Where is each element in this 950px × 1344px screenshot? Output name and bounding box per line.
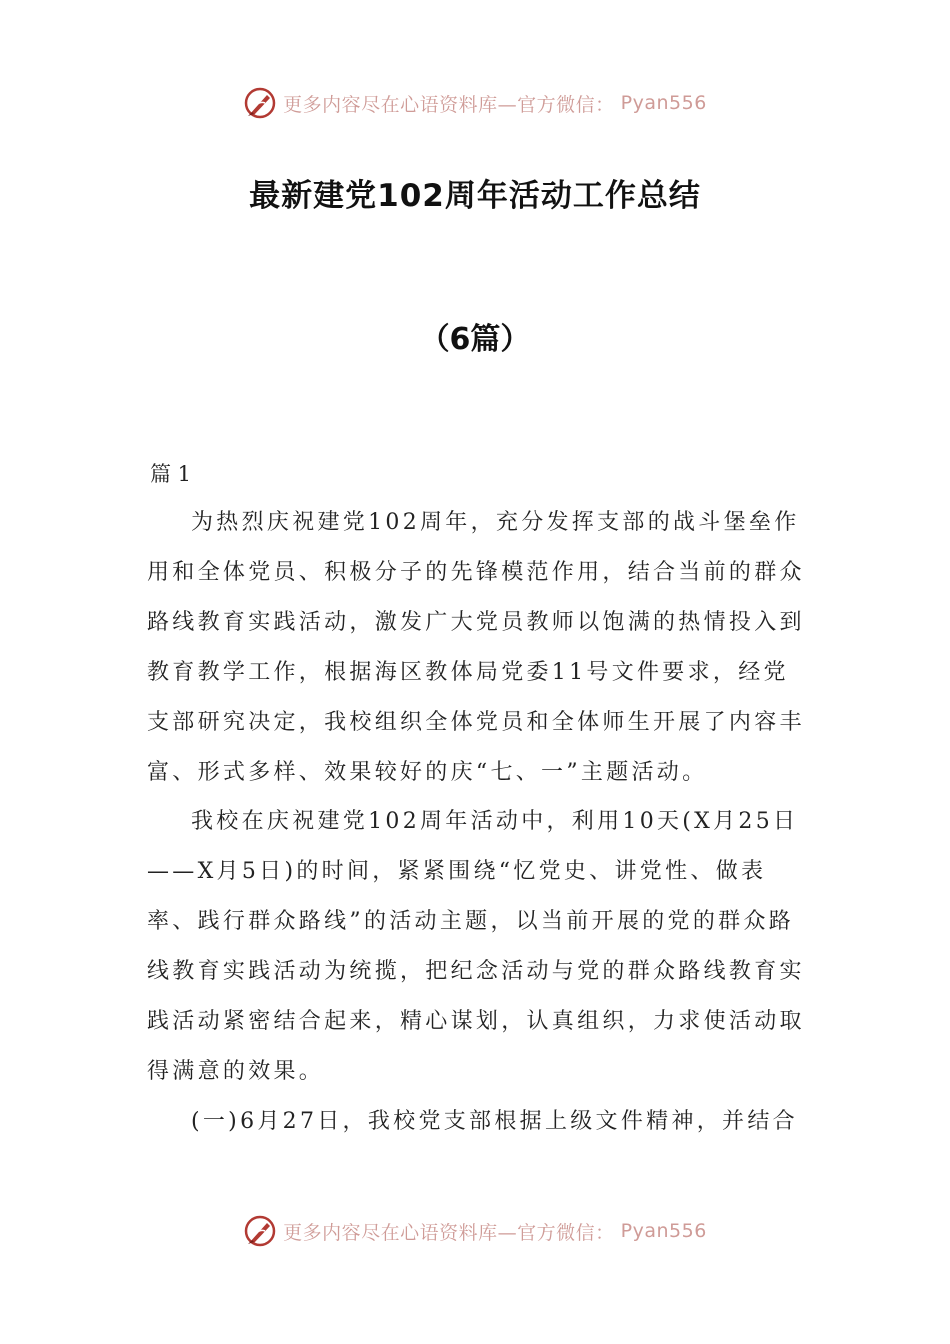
header-wechat-id: Pyan556 [620, 92, 707, 114]
pen-logo-icon [243, 1214, 277, 1248]
footer-wechat-id: Pyan556 [620, 1220, 707, 1242]
document-subtitle: （6篇） [419, 322, 531, 357]
footer-banner-text: 更多内容尽在心语资料库—官方微信： [283, 1221, 615, 1244]
paragraph: (一)6月27日，我校党支部根据上级文件精神，并结合 [191, 1108, 798, 1134]
pen-logo-icon [243, 86, 277, 120]
header-banner [0, 86, 950, 120]
header-banner-text: 更多内容尽在心语资料库—官方微信： [283, 93, 615, 116]
document-body [147, 498, 807, 1147]
paragraph: 为热烈庆祝建党102周年，充分发挥支部的战斗堡垒作用和全体党员、积极分子的先锋模范作用，结合当前的群众路线教育实践活动，激发广大党员教师以饱满的热情投入到教育教学工作，根据海区教体局党委11号文件要求，经党支部研究决定，我校组织全体党员和全体师生开展了内容丰富、形式多样、效果较好的庆“七、一”主题活动。 [147, 510, 805, 785]
section-label: 篇 1 [150, 462, 192, 486]
paragraph: 我校在庆祝建党102周年活动中，利用10天(X月25日——X月5日)的时间，紧紧围绕“忆党史、讲党性、做表率、践行群众路线”的活动主题，以当前开展的党的群众路线教育实践活动为统揽，把纪念活动与党的群众路线教育实践活动紧密结合起来，精心谋划，认真组织，力求使活动取得满意的效果。 [147, 809, 805, 1084]
document-title: 最新建党102周年活动工作总结 [249, 178, 701, 214]
footer-banner [0, 1214, 950, 1248]
